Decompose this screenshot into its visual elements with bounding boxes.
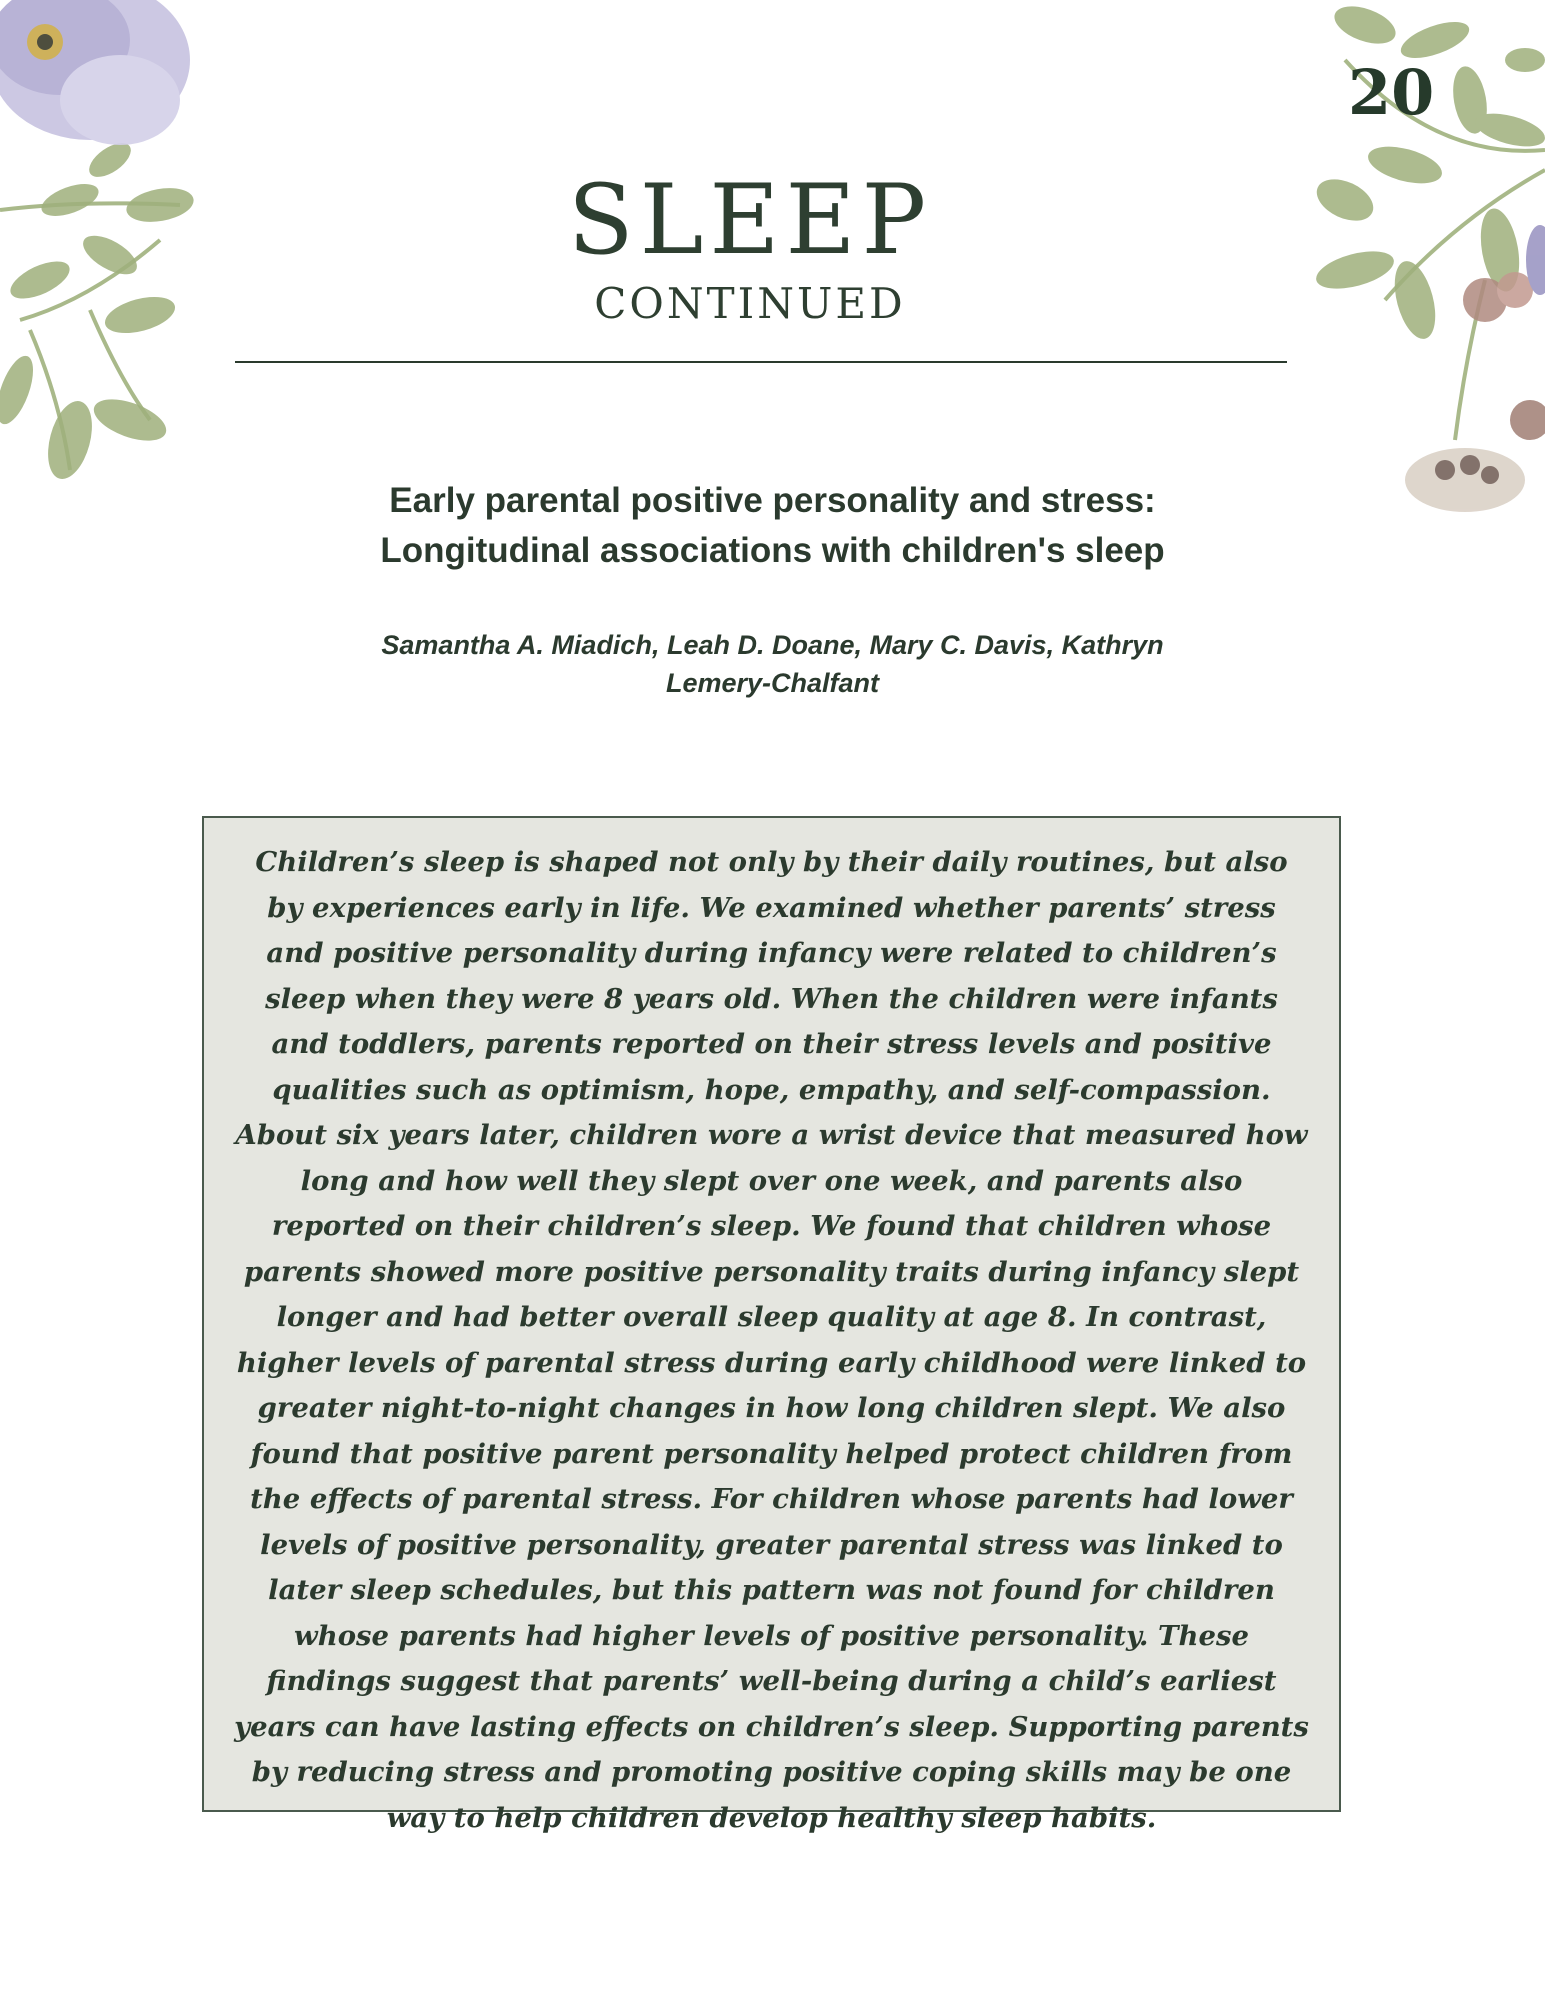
page-number: 20 bbox=[1348, 56, 1435, 129]
article-authors bbox=[300, 626, 1245, 702]
article-title-line-1: Early parental positive personality and stress: bbox=[389, 481, 1156, 520]
authors-line-2: Lemery-Chalfant bbox=[665, 668, 880, 698]
article-title-line-2: Longitudinal associations with children's sleep bbox=[380, 531, 1165, 570]
summary-text: Children’s sleep is shaped not only by their daily routines, but also by experiences early in life. We examined whether parents’ stress and positive personality during infancy were related to children’s sleep when they were 8 years old. When the children were infants and toddlers, parents reported on their stress levels and positive qualities such as optimism, hope, empathy, and self-compassion. About six years later, children wore a wrist device that measured how long and how well they slept over one week, and parents also reported on their children’s sleep. We found that children whose parents showed more positive personality traits during infancy slept longer and had better overall sleep quality at age 8. In contrast, higher levels of parental stress during early childhood were linked to greater night-to-night changes in how long children slept. We also found that positive parent personality helped protect children from the effects of parental stress. For children whose parents had lower levels of positive personality, greater parental stress was linked to later sleep schedules, but this pattern was not found for children whose parents had higher levels of positive personality. These findings suggest that parents’ well-being during a child’s earliest years can have lasting effects on children’s sleep. Supporting parents by reducing stress and promoting positive coping skills may be one way to help children develop healthy sleep habits. bbox=[234, 846, 1309, 1834]
section-subtitle: CONTINUED bbox=[594, 279, 906, 328]
authors-line-1: Samantha A. Miadich, Leah D. Doane, Mary C. Davis, Kathryn bbox=[381, 630, 1164, 660]
title-divider bbox=[235, 361, 1287, 363]
article-title bbox=[250, 476, 1295, 576]
section-title: SLEEP bbox=[567, 164, 933, 276]
summary-box bbox=[202, 816, 1341, 1834]
